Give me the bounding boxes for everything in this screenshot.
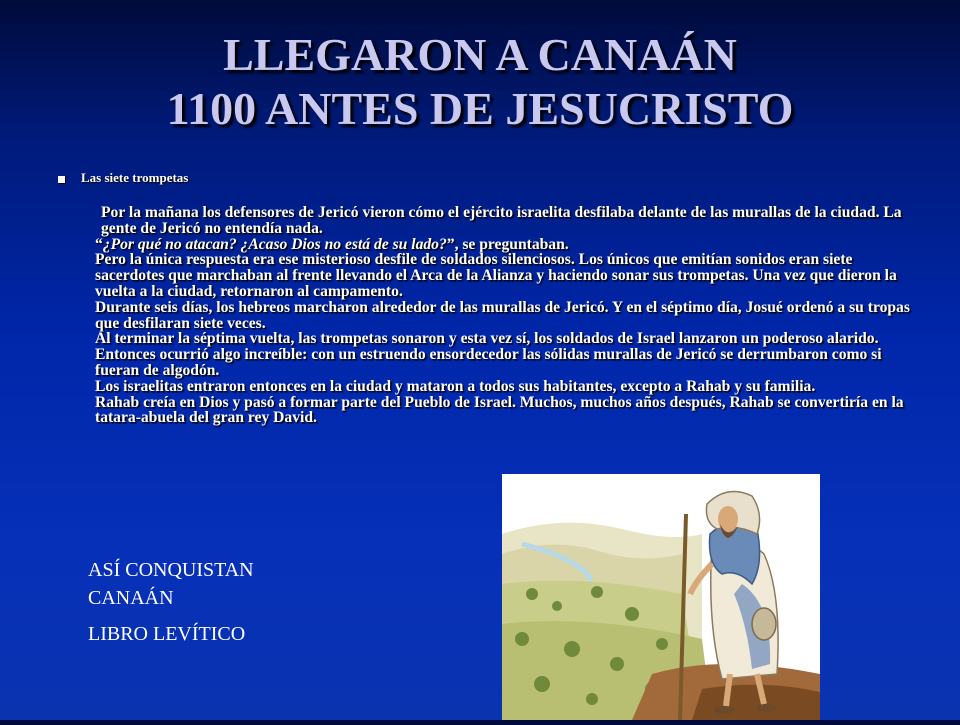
- shepherd-illustration: [502, 474, 820, 720]
- paragraph-3: Durante seis días, los hebreos marcharon alrededor de las murallas de Jericó. Y en el séptimo día, Josué ordenó a su tropas que desfilaran siete veces.: [95, 298, 910, 332]
- note-line-2: CANAÁN: [88, 587, 174, 609]
- side-notes: [88, 556, 254, 648]
- quote-close: ”, se preguntaban.: [446, 235, 569, 253]
- bullet-list: [58, 170, 918, 186]
- quote-italic: ¿Por qué no atacan? ¿Acaso Dios no está de su lado?: [102, 235, 447, 253]
- title-line-2: 1100 ANTES DE JESUCRISTO: [166, 83, 794, 134]
- note-line-3: LIBRO LEVÍTICO: [88, 623, 246, 645]
- paragraph-5: Los israelitas entraron entonces en la ciudad y mataron a todos sus habitantes, excepto a Rahab y su familia.: [95, 377, 816, 395]
- bullet-item: [58, 170, 918, 186]
- paragraph-2: Pero la única respuesta era ese misterioso desfile de soldados silenciosos. Los únicos que emitían sonidos eran siete sacerdotes que marchaban al frente llevando el Arca de la Alianza y haciendo sonar sus trompetas. Una vez que dieron la vuelta a la ciudad, retornaron al campamento.: [95, 251, 897, 300]
- quote-line: [95, 237, 915, 253]
- paragraph-4: Al terminar la séptima vuelta, las trompetas sonaron y esta vez sí, los soldados de Israel lanzaron un poderoso alarido. Entonces ocurrió algo increíble: con un estruendo ensordecedor las sólidas murallas de Jericó se derrumbaron como si fueran de algodón.: [95, 330, 882, 379]
- bullet-heading: Las siete trompetas: [81, 170, 189, 185]
- title-line-1: LLEGARON A CANAÁN: [223, 29, 737, 80]
- bullet-square-icon: [58, 176, 65, 183]
- paragraph-1: Por la mañana los defensores de Jericó vieron cómo el ejército israelita desfilaba delante de las murallas de la ciudad. La gente de Jericó no entendía nada.: [101, 204, 902, 237]
- story-text: [95, 205, 915, 426]
- slide-title: [60, 28, 900, 136]
- paragraph-6: Rahab creía en Dios y pasó a formar parte del Pueblo de Israel. Muchos, muchos años después, Rahab se convertiría en la tatara-abuela del gran rey David.: [95, 393, 904, 427]
- quote-open: “: [95, 235, 103, 253]
- note-line-1: ASÍ CONQUISTAN: [88, 559, 254, 581]
